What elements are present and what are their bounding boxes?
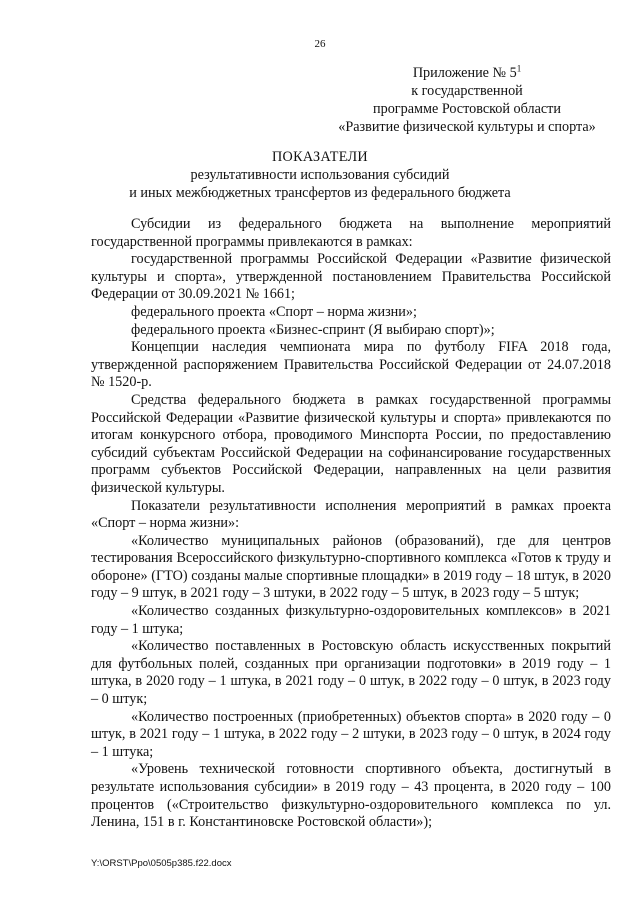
paragraph: государственной программы Российской Федерации «Развитие физической культуры и спорта», утвержденной постановлением Правительства Российской Федерации от 30.09.2021 № 1661;: [91, 251, 611, 303]
annex-header: [322, 64, 612, 136]
document-title: [0, 148, 640, 202]
annex-number: Приложение № 5: [412, 65, 517, 81]
file-path-footer: Y:\ORST\Ppo\0505p385.f22.docx: [91, 858, 232, 869]
paragraph: федерального проекта «Спорт – норма жизни»;: [131, 303, 417, 320]
paragraph: Показатели результативности исполнения мероприятий в рамках проекта «Спорт – норма жизни»:: [91, 497, 611, 532]
page-number: 26: [314, 38, 326, 50]
paragraph: федерального проекта «Бизнес-спринт (Я выбираю спорт)»;: [131, 321, 495, 338]
paragraph: «Количество созданных физкультурно-оздоровительных комплексов» в 2021 году – 1 штука;: [91, 603, 611, 637]
paragraph: «Количество муниципальных районов (образований), где для центров тестирования Всероссийского физкультурно-спортивного комплекса «Готов к труду и обороне» (ГТО) созданы малые спортивные площадки» в 2019 году – 18 штук, в 2020 году – 9 штук, в 2021 году – 3 штуки, в 2022 году – 5 штук, в 2023 году – 5 штук;: [91, 532, 611, 602]
paragraph: Субсидии из федерального бюджета на выполнение мероприятий государственной программы привлекаются в рамках:: [91, 216, 611, 250]
title-line-2: результативности использования субсидий: [190, 167, 450, 183]
document-body: [91, 216, 611, 832]
annex-superscript: 1: [516, 63, 522, 74]
paragraph: «Количество построенных (приобретенных) объектов спорта» в 2020 году – 0 штук, в 2021 году – 1 штука, в 2022 году – 2 штуки, в 2023 году – 0 штук, в 2024 году – 1 штука;: [91, 708, 611, 760]
paragraph: «Уровень технической готовности спортивного объекта, достигнутый в результате использования субсидии» в 2019 году – 43 процента, в 2020 году – 100 процентов («Строительство физкультурно-оздоровительного комплекса по ул. Ленина, 151 в г. Константиновске Ростовской области»);: [91, 761, 611, 831]
paragraph: Средства федерального бюджета в рамках государственной программы Российской Федерации «Развитие физической культуры и спорта» привлекаются по итогам конкурсного отбора, проводимого Минспорта России, по предоставлению субсидий субъектам Российской Федерации на софинансирование государственных программ субъектов Российской Федерации, направленных на цели развития физической культуры.: [91, 391, 611, 496]
title-line-3: и иных межбюджетных трансфертов из федерального бюджета: [129, 185, 511, 201]
annex-line-1: [322, 64, 612, 82]
annex-line-3: программе Ростовской области: [373, 101, 561, 117]
title-heading: ПОКАЗАТЕЛИ: [272, 149, 368, 165]
annex-line-4: «Развитие физической культуры и спорта»: [338, 119, 596, 135]
annex-line-2: к государственной: [411, 83, 523, 99]
paragraph: Концепции наследия чемпионата мира по футболу FIFA 2018 года, утвержденной распоряжением Правительства Российской Федерации от 24.07.2018 № 1520-р.: [91, 339, 611, 391]
paragraph: «Количество поставленных в Ростовскую область искусственных покрытий для футбольных полей, созданных при организации подготовки» в 2019 году – 1 штука, в 2020 году – 1 штука, в 2021 году – 0 штук, в 2022 году – 0 штук, в 2023 году – 0 штук;: [91, 638, 611, 708]
